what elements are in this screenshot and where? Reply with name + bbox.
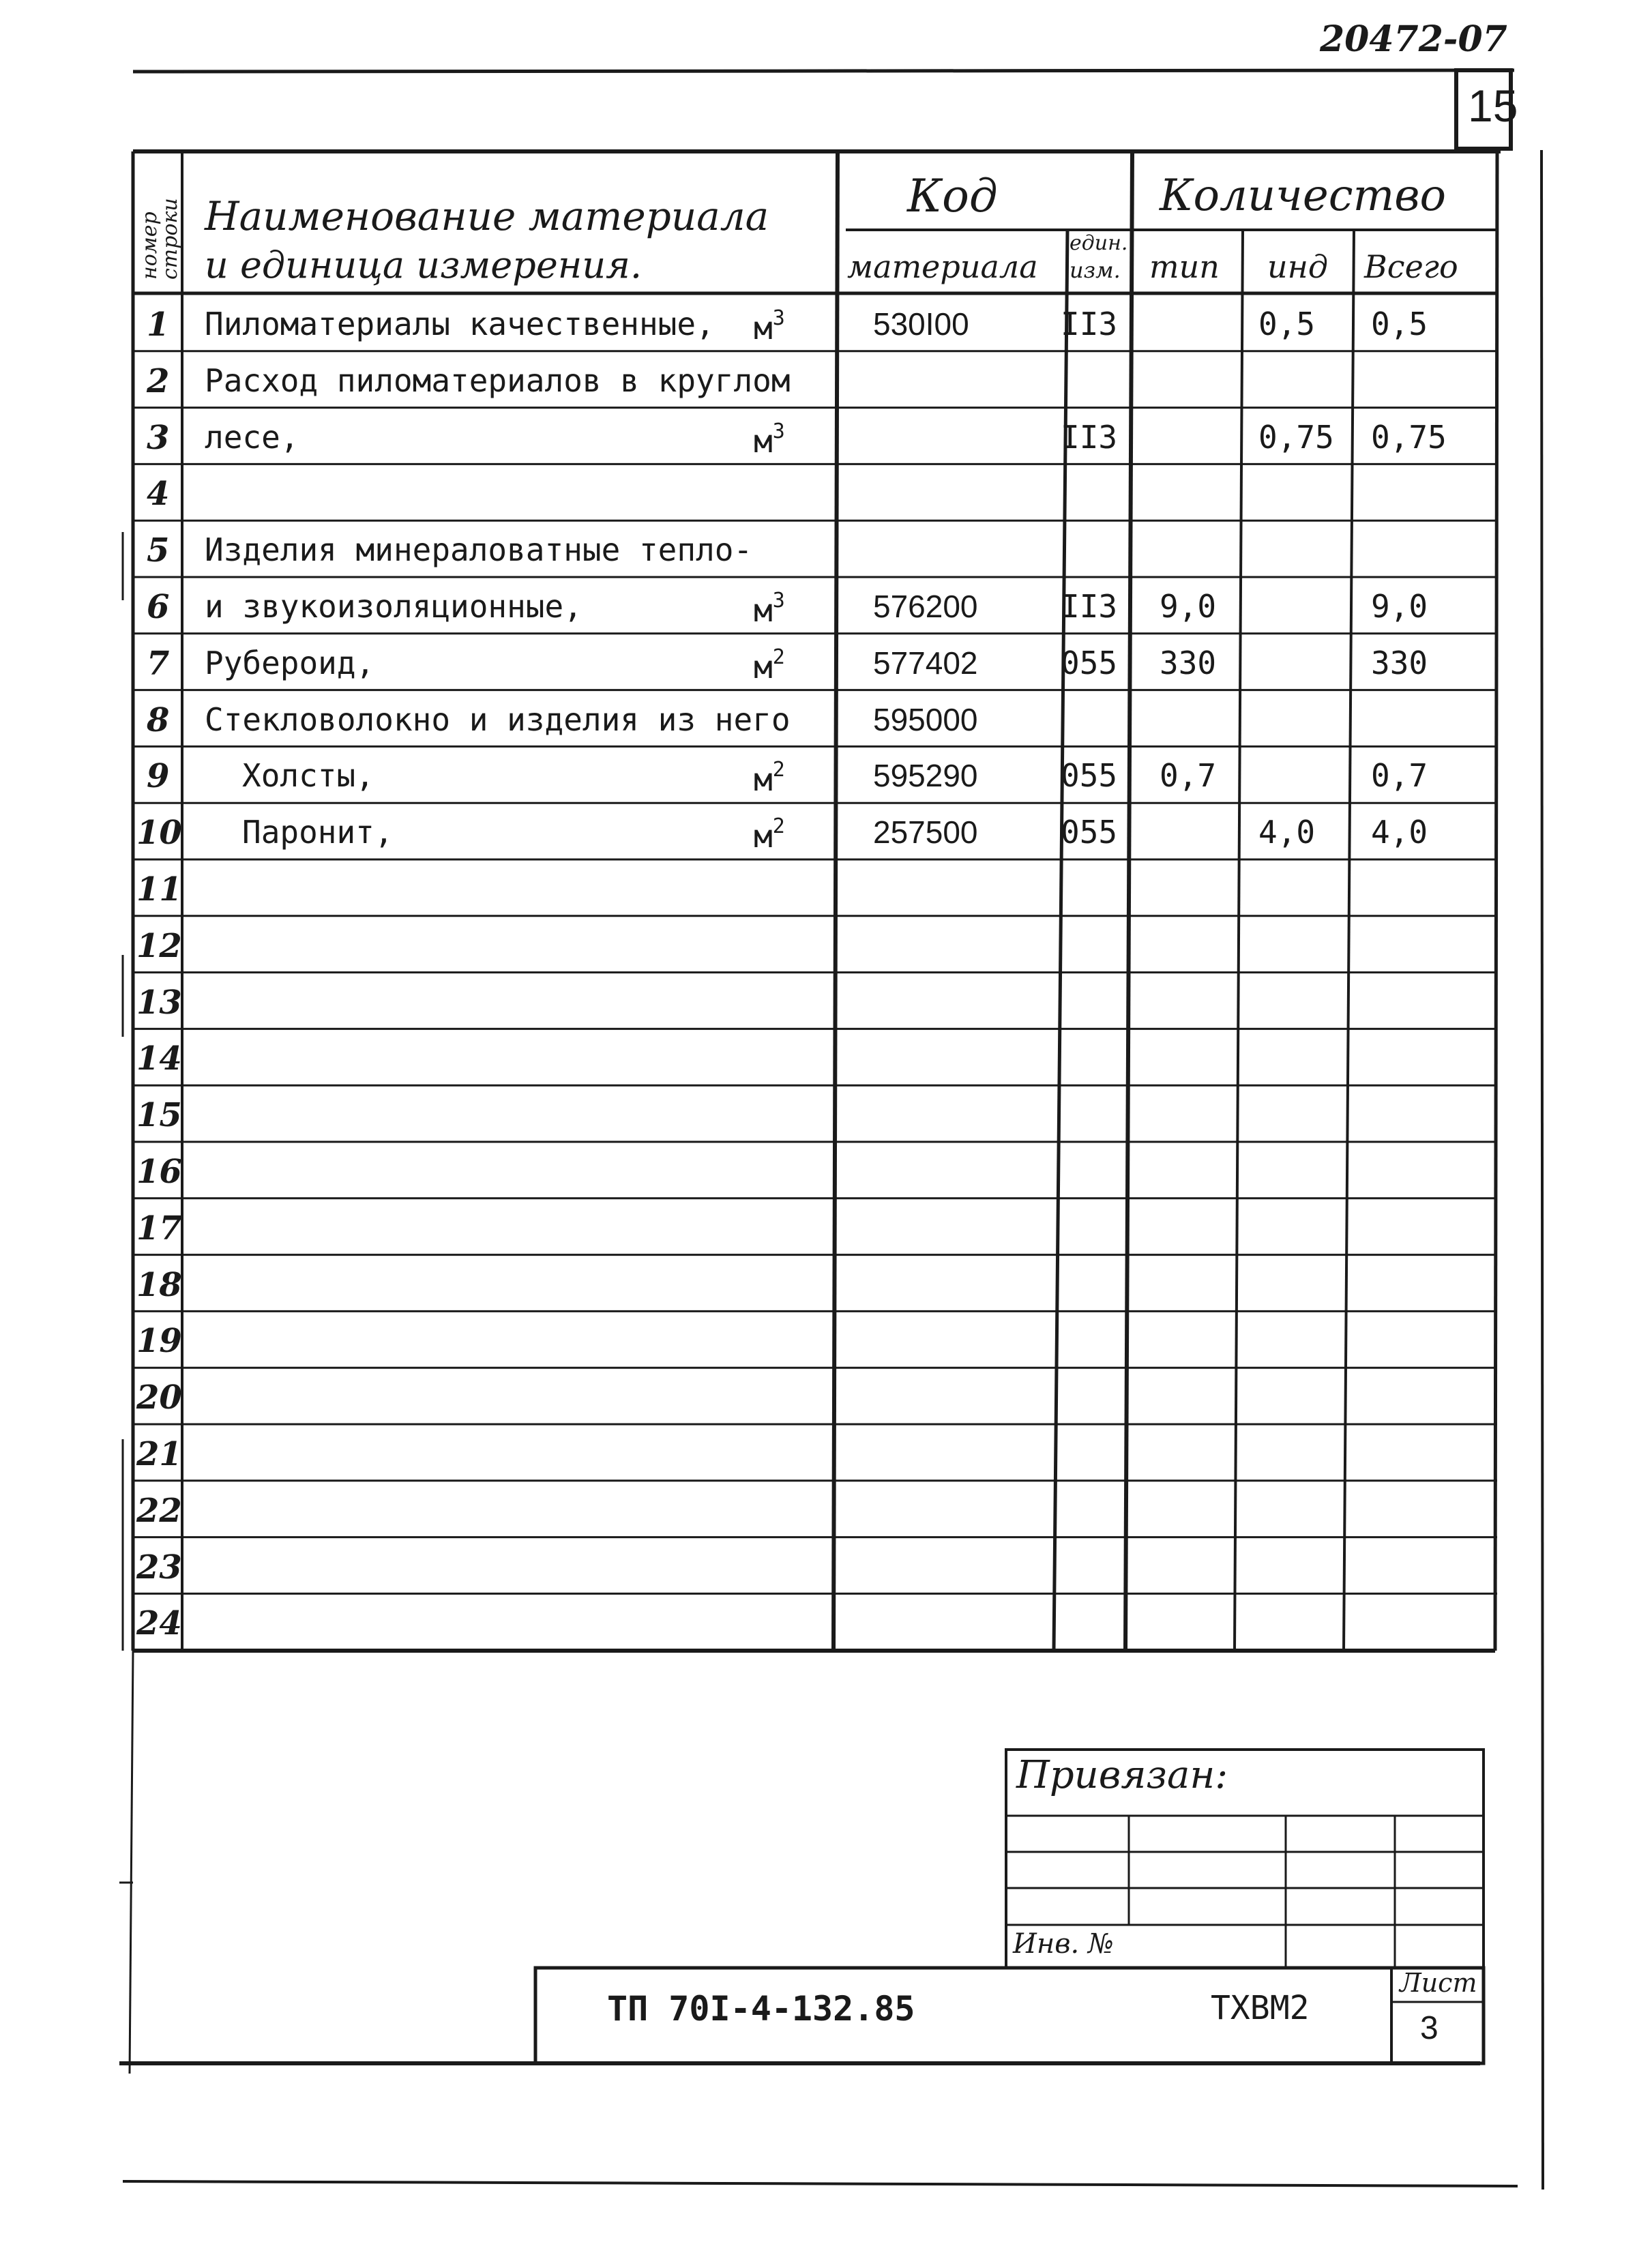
unit-exponent: 2: [772, 758, 785, 782]
row-number: 24: [136, 1604, 182, 1643]
quantity-ind: 4,0: [1258, 814, 1316, 851]
material-code: 595290: [873, 758, 978, 794]
row-number: 17: [136, 1209, 182, 1248]
quantity-tip: 330: [1160, 644, 1217, 681]
header-total: Всего: [1364, 248, 1458, 285]
quantity-total: 0,7: [1371, 757, 1428, 795]
unit-exponent: 3: [772, 306, 785, 330]
row-number: 9: [147, 757, 170, 796]
material-code: 530I00: [873, 306, 969, 342]
row-number: 16: [136, 1153, 182, 1191]
unit-code: 055: [1061, 757, 1118, 795]
header-unit-line1: един.: [1070, 231, 1128, 255]
unit-exponent: 2: [772, 645, 785, 669]
row-number: 3: [147, 418, 170, 457]
material-name: Расход пиломатериалов в круглом: [205, 362, 791, 399]
quantity-ind: 0,75: [1258, 418, 1334, 456]
sheet-code: ТХВМ2: [1211, 1989, 1310, 2027]
row-number: 7: [147, 644, 170, 683]
project-designation: ТП 70I-4-132.85: [607, 1989, 915, 2029]
unit-exponent: 3: [772, 419, 785, 443]
header-row-number-line2: строки: [158, 198, 182, 280]
unit-of-measure: $м^3$: [754, 589, 785, 629]
quantity-total: 0,75: [1371, 418, 1447, 456]
header-code: Код: [907, 170, 998, 222]
row-number: 11: [136, 870, 182, 909]
row-number: 10: [136, 814, 182, 853]
row-number: 18: [136, 1265, 182, 1304]
material-name: лесе,: [205, 418, 299, 456]
header-row-number-line1: номер: [138, 211, 162, 280]
material-name: Холсты,: [242, 757, 374, 795]
quantity-tip: 9,0: [1160, 588, 1217, 625]
quantity-total: 4,0: [1371, 814, 1428, 851]
header-quantity: Количество: [1160, 171, 1447, 221]
row-number: 1: [147, 306, 170, 344]
material-name: и звукоизоляционные,: [205, 588, 582, 625]
document-id: 20472-07: [1320, 18, 1507, 60]
row-number: 23: [136, 1548, 182, 1587]
unit-of-measure: $м^3$: [754, 306, 785, 347]
quantity-ind: 0,5: [1258, 306, 1316, 342]
row-number: 5: [147, 531, 170, 570]
header-name-line2: и единица измерения.: [205, 244, 643, 286]
header-unit-line2: изм.: [1070, 257, 1121, 283]
material-name: Пиломатериалы качественные,: [205, 306, 715, 342]
material-name: Рубероид,: [205, 644, 375, 681]
material-name: Стекловолокно и изделия из него: [205, 701, 791, 738]
sheet-number: 3: [1420, 2010, 1439, 2046]
row-number: 14: [136, 1040, 182, 1078]
material-code: 576200: [873, 589, 978, 624]
unit-code: 055: [1061, 644, 1118, 681]
row-number: 22: [136, 1491, 182, 1530]
material-name: Паронит,: [242, 814, 394, 851]
header-tip: тип: [1149, 248, 1220, 285]
material-name: Изделия минераловатные тепло-: [205, 531, 753, 569]
row-number: 20: [136, 1379, 182, 1417]
unit-code: 055: [1061, 814, 1118, 851]
row-number: 13: [136, 983, 182, 1022]
material-code: 577402: [873, 645, 978, 681]
material-code: 257500: [873, 814, 978, 851]
unit-code: II3: [1061, 418, 1118, 456]
bound-label: Привязан:: [1016, 1753, 1228, 1797]
unit-of-measure: $м^2$: [754, 814, 785, 855]
unit-exponent: 2: [772, 814, 785, 839]
quantity-tip: 0,7: [1160, 757, 1217, 795]
unit-of-measure: $м^2$: [754, 645, 785, 686]
header-name-line1: Наименование материала: [205, 193, 769, 239]
row-number: 12: [136, 926, 182, 965]
material-code: 595000: [873, 701, 978, 737]
inventory-label: Инв. №: [1013, 1928, 1114, 1960]
row-number: 15: [136, 1096, 182, 1135]
header-ind: инд: [1267, 248, 1329, 285]
quantity-total: 330: [1371, 644, 1428, 681]
row-number: 2: [147, 362, 170, 400]
unit-exponent: 3: [772, 589, 785, 613]
row-number: 19: [136, 1322, 182, 1361]
quantity-total: 9,0: [1371, 588, 1428, 625]
row-number: 6: [147, 588, 170, 626]
header-row-number: [140, 198, 181, 280]
quantity-total: 0,5: [1371, 306, 1428, 342]
row-number: 4: [147, 475, 170, 514]
header-material: материала: [847, 248, 1038, 285]
unit-of-measure: $м^3$: [754, 419, 785, 460]
row-number: 8: [147, 701, 170, 739]
unit-of-measure: $м^2$: [754, 758, 785, 799]
sheet-label: Лист: [1400, 1968, 1477, 1998]
unit-code: II3: [1061, 588, 1118, 625]
row-number: 21: [136, 1435, 182, 1473]
unit-code: II3: [1061, 306, 1118, 342]
page-number: 15: [1468, 80, 1518, 131]
